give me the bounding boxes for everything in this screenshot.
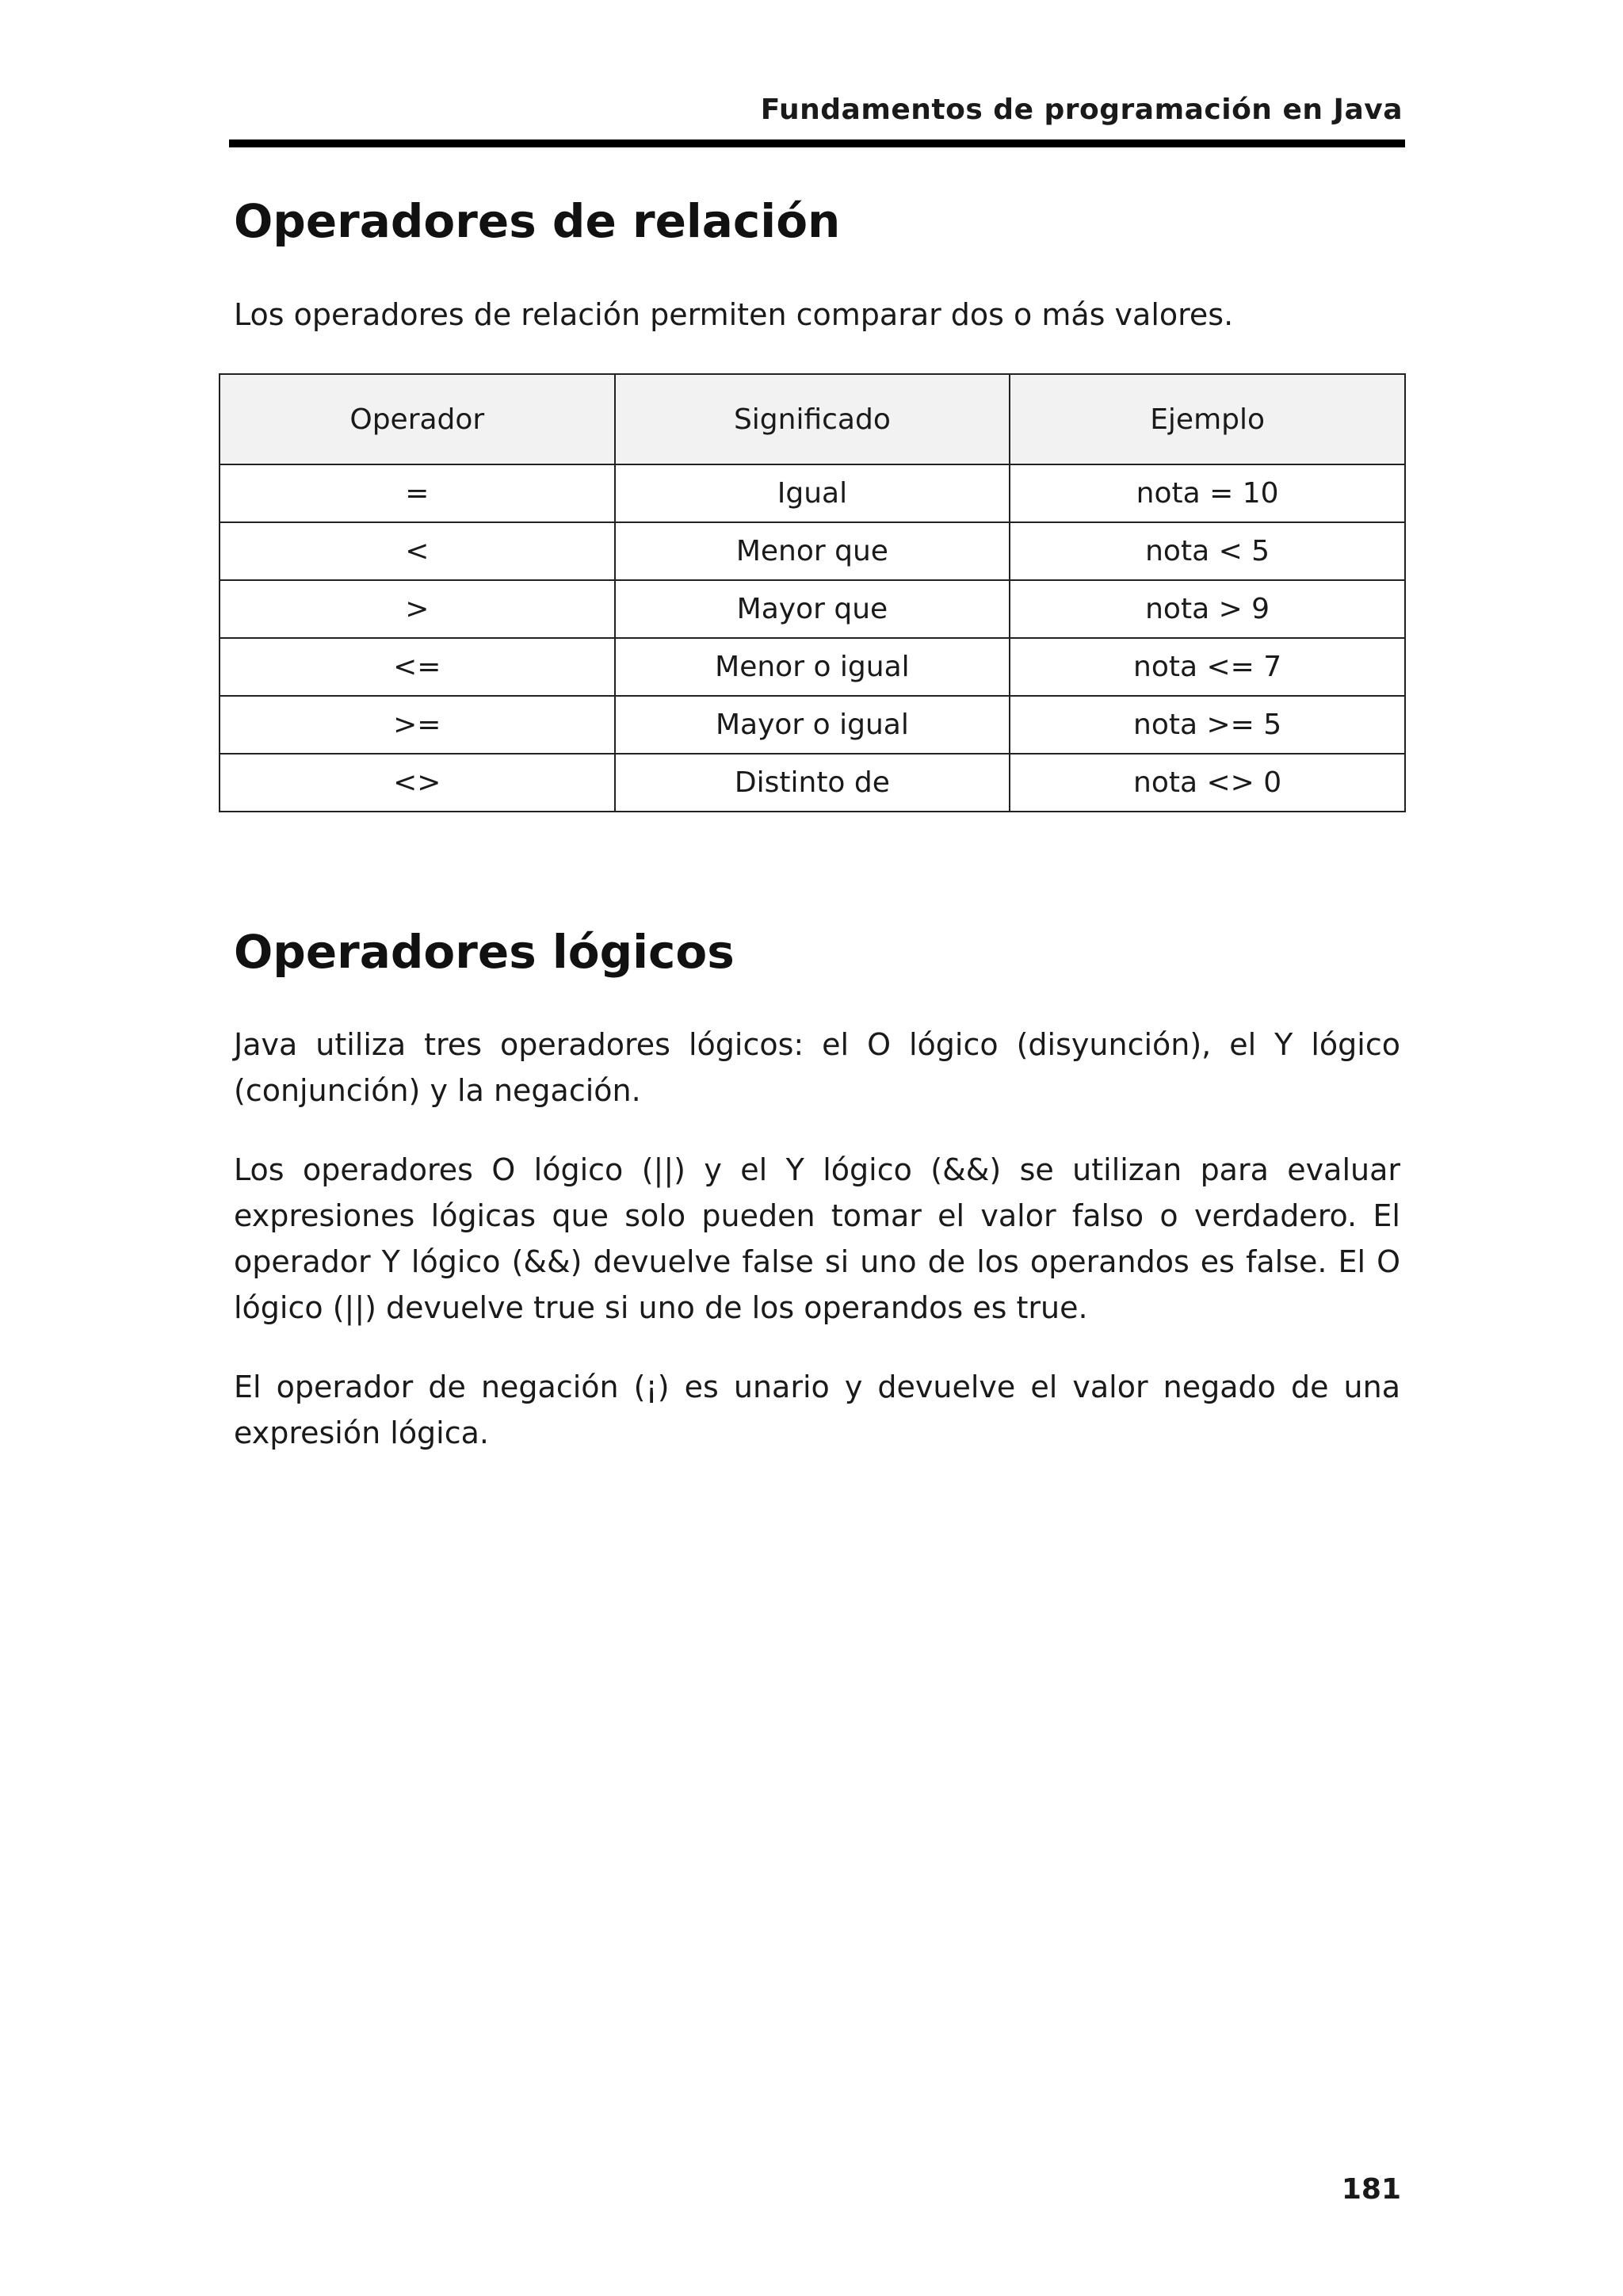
cell-operator: <= bbox=[220, 638, 615, 696]
table-row bbox=[220, 638, 1405, 696]
table-row bbox=[220, 754, 1405, 812]
logical-paragraph-1: Java utiliza tres operadores lógicos: el O lógico (disyunción), el Y lógico (conjunción) y la negación. bbox=[234, 1027, 1400, 1108]
logical-paragraph-2: Los operadores O lógico (||) y el Y lógico (&&) se utilizan para evaluar expresiones lógicas que solo pueden tomar el valor falso o verdadero. El operador Y lógico (&&) devuelve false si uno de los operandos es false. El O lógico (||) devuelve true si uno de los operandos es true. bbox=[234, 1152, 1400, 1325]
cell-example: nota >= 5 bbox=[1010, 696, 1405, 754]
table-row bbox=[220, 464, 1405, 522]
table-header-row bbox=[220, 374, 1405, 464]
cell-operator: > bbox=[220, 580, 615, 638]
page-number: 181 bbox=[1341, 2173, 1401, 2206]
section-title-logical: Operadores lógicos bbox=[234, 925, 735, 979]
cell-operator: = bbox=[220, 464, 615, 522]
column-header-significado: Significado bbox=[615, 374, 1010, 464]
cell-example: nota > 9 bbox=[1010, 580, 1405, 638]
cell-example: nota < 5 bbox=[1010, 522, 1405, 580]
header-rule bbox=[229, 139, 1405, 147]
section-title-relational: Operadores de relación bbox=[234, 194, 841, 248]
logical-paragraph-3: El operador de negación (¡) es unario y devuelve el valor negado de una expresión lógica. bbox=[234, 1370, 1400, 1450]
cell-example: nota <= 7 bbox=[1010, 638, 1405, 696]
cell-meaning: Distinto de bbox=[615, 754, 1010, 812]
column-header-operador: Operador bbox=[220, 374, 615, 464]
running-header: Fundamentos de programación en Java bbox=[760, 94, 1403, 126]
table-row bbox=[220, 522, 1405, 580]
cell-operator: <> bbox=[220, 754, 615, 812]
cell-meaning: Igual bbox=[615, 464, 1010, 522]
cell-operator: < bbox=[220, 522, 615, 580]
relational-intro-paragraph: Los operadores de relación permiten comparar dos o más valores. bbox=[234, 297, 1234, 332]
column-header-ejemplo: Ejemplo bbox=[1010, 374, 1405, 464]
cell-operator: >= bbox=[220, 696, 615, 754]
cell-example: nota = 10 bbox=[1010, 464, 1405, 522]
table-row bbox=[220, 696, 1405, 754]
table-row bbox=[220, 580, 1405, 638]
cell-meaning: Mayor que bbox=[615, 580, 1010, 638]
cell-meaning: Menor o igual bbox=[615, 638, 1010, 696]
cell-meaning: Mayor o igual bbox=[615, 696, 1010, 754]
relational-operators-table bbox=[219, 373, 1406, 812]
cell-meaning: Menor que bbox=[615, 522, 1010, 580]
cell-example: nota <> 0 bbox=[1010, 754, 1405, 812]
